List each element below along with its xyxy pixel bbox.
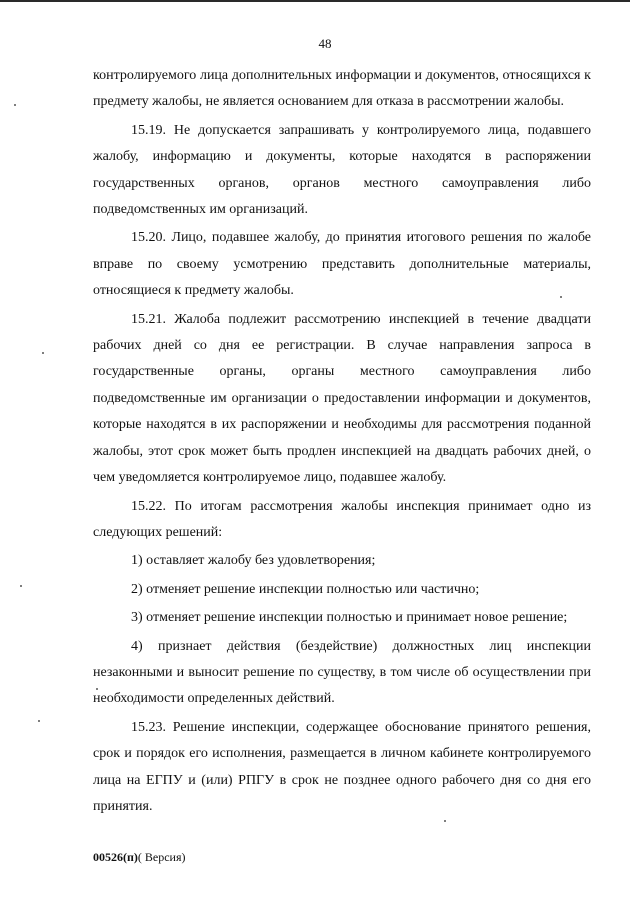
list-item-3: 3) отменяет решение инспекции полностью и принимает новое решение;: [131, 610, 568, 626]
scan-speck: [96, 688, 98, 690]
list-item-1: 1) оставляет жалобу без удовлетворения;: [131, 553, 376, 569]
paragraph-15-20: 15.20. Лицо, подавшее жалобу, до принятия итогового решения по жалобе вправе по своему усмотрению представить дополнительные материалы, относящиеся к предмету жалобы.: [93, 230, 591, 299]
scan-speck: [42, 352, 44, 354]
paragraph-continuation: контролируемого лица дополнительных информации и документов, относящихся к предмету жалобы, не является основанием для отказа в рассмотрении жалобы.: [93, 68, 591, 110]
scan-top-edge: [0, 0, 630, 2]
document-body: [93, 63, 591, 820]
scan-speck: [14, 104, 16, 106]
list-item-2: 2) отменяет решение инспекции полностью или частично;: [131, 581, 480, 597]
document-footer: [93, 849, 186, 865]
scan-speck: [560, 296, 562, 298]
document-code: 00526(п): [93, 850, 138, 864]
paragraph-15-23: 15.23. Решение инспекции, содержащее обоснование принятого решения, срок и порядок его исполнения, размещается в личном кабинете контролируемого лица на ЕГПУ и (или) РПГУ в срок не позднее одного рабочего дня со дня его принятия.: [93, 719, 591, 814]
paragraph-15-21: 15.21. Жалоба подлежит рассмотрению инспекцией в течение двадцати рабочих дней со дня ее регистрации. В случае направления запроса в государственные органы, органы местного самоуправления либо подведомственные им организации о предоставлении информации и документов, которые находятся в их распоряжении и необходимы для рассмотрения поданной жалобы, этот срок может быть продлен инспекцией на двадцать рабочих дней, о чем уведомляется контролируемое лицо, подавшее жалобу.: [93, 311, 591, 486]
paragraph-15-22: 15.22. По итогам рассмотрения жалобы инспекция принимает одно из следующих решений:: [93, 498, 591, 540]
scan-speck: [20, 585, 22, 587]
document-version: ( Версия): [137, 850, 186, 864]
scan-speck: [38, 720, 40, 722]
paragraph-15-19: 15.19. Не допускается запрашивать у контролируемого лица, подавшего жалобу, информацию и документы, которые находятся в распоряжении государственных органов, органов местного самоуправления либо подведомственных им организаций.: [93, 122, 591, 218]
scan-speck: [444, 820, 446, 822]
list-item-4: 4) признает действия (бездействие) должностных лиц инспекции незаконными и выносит решение по существу, в том числе об осуществлении при необходимости определенных действий.: [93, 638, 591, 707]
page-number: 48: [318, 36, 332, 51]
